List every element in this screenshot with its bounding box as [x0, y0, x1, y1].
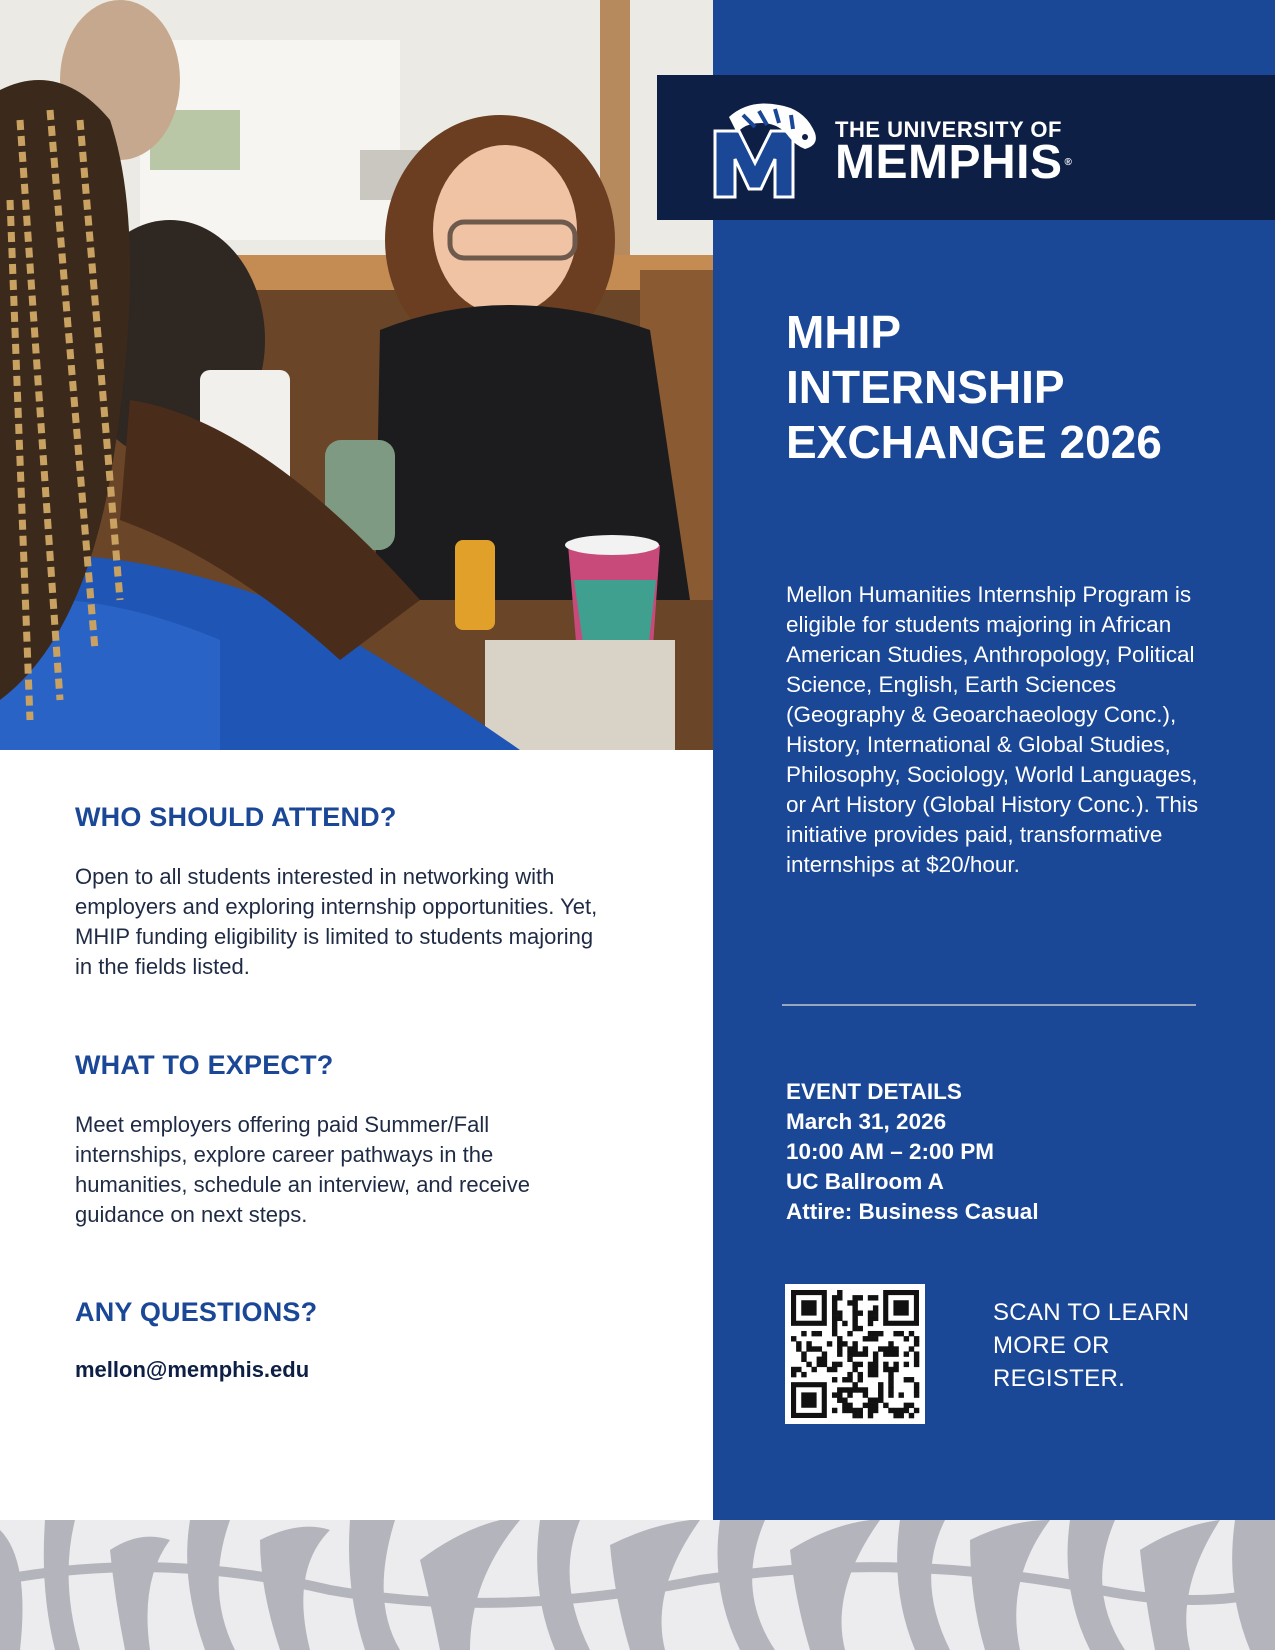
qr-code-graphic	[785, 1284, 925, 1424]
title-line-2: INTERNSHIP	[786, 361, 1065, 413]
event-details-heading: EVENT DETAILS	[786, 1079, 962, 1104]
event-attire: Attire: Business Casual	[786, 1199, 1039, 1224]
expect-body: Meet employers offering paid Summer/Fall internships, explore career pathways in the humanities, schedule an interview, and receive guidance on next steps.	[75, 1112, 530, 1227]
logo-bar	[657, 75, 1275, 220]
qr-code-icon[interactable]	[785, 1284, 925, 1424]
contact-email[interactable]: mellon@memphis.edu	[75, 1357, 310, 1382]
scan-caption: SCAN TO LEARN MORE OR REGISTER.	[993, 1299, 1190, 1392]
event-time: 10:00 AM – 2:00 PM	[786, 1139, 995, 1164]
divider	[782, 1004, 1196, 1006]
event-location: UC Ballroom A	[786, 1169, 944, 1194]
event-date: March 31, 2026	[786, 1109, 947, 1134]
event-details	[786, 1077, 1039, 1227]
students-photo-illustration	[0, 0, 713, 750]
hero-photo	[0, 0, 713, 750]
logo-university-of: THE UNIVERSITY OF	[835, 117, 1062, 142]
title-line-1: MHIP	[786, 306, 901, 358]
tiger-m-logo-icon	[709, 93, 821, 203]
questions-heading: ANY QUESTIONS?	[75, 1297, 318, 1327]
registered-mark: ®	[1064, 157, 1073, 168]
logo-memphis: MEMPHIS ®	[835, 136, 1073, 189]
title-line-3: EXCHANGE 2026	[786, 416, 1162, 468]
who-body: Open to all students interested in networking with employers and exploring internship opportunities. Yet, MHIP funding eligibility is limited to students majoring in the fields listed.	[75, 864, 598, 979]
program-description: Mellon Humanities Internship Program is eligible for students majoring in African American Studies, Anthropology, Political Science, English, Earth Sciences (Geography & Geoarchaeology Conc.), History, International & Global Studies, Philosophy, Sociology, World Languages, or Art History (Global History Conc.). This initiative provides paid, transformative internships at $20/hour.	[786, 582, 1199, 877]
who-heading: WHO SHOULD ATTEND?	[75, 802, 397, 832]
zebra-pattern-band	[0, 1520, 1275, 1650]
expect-heading: WHAT TO EXPECT?	[75, 1050, 334, 1080]
zebra-stripes	[0, 1520, 1275, 1650]
page-title	[786, 305, 1246, 470]
